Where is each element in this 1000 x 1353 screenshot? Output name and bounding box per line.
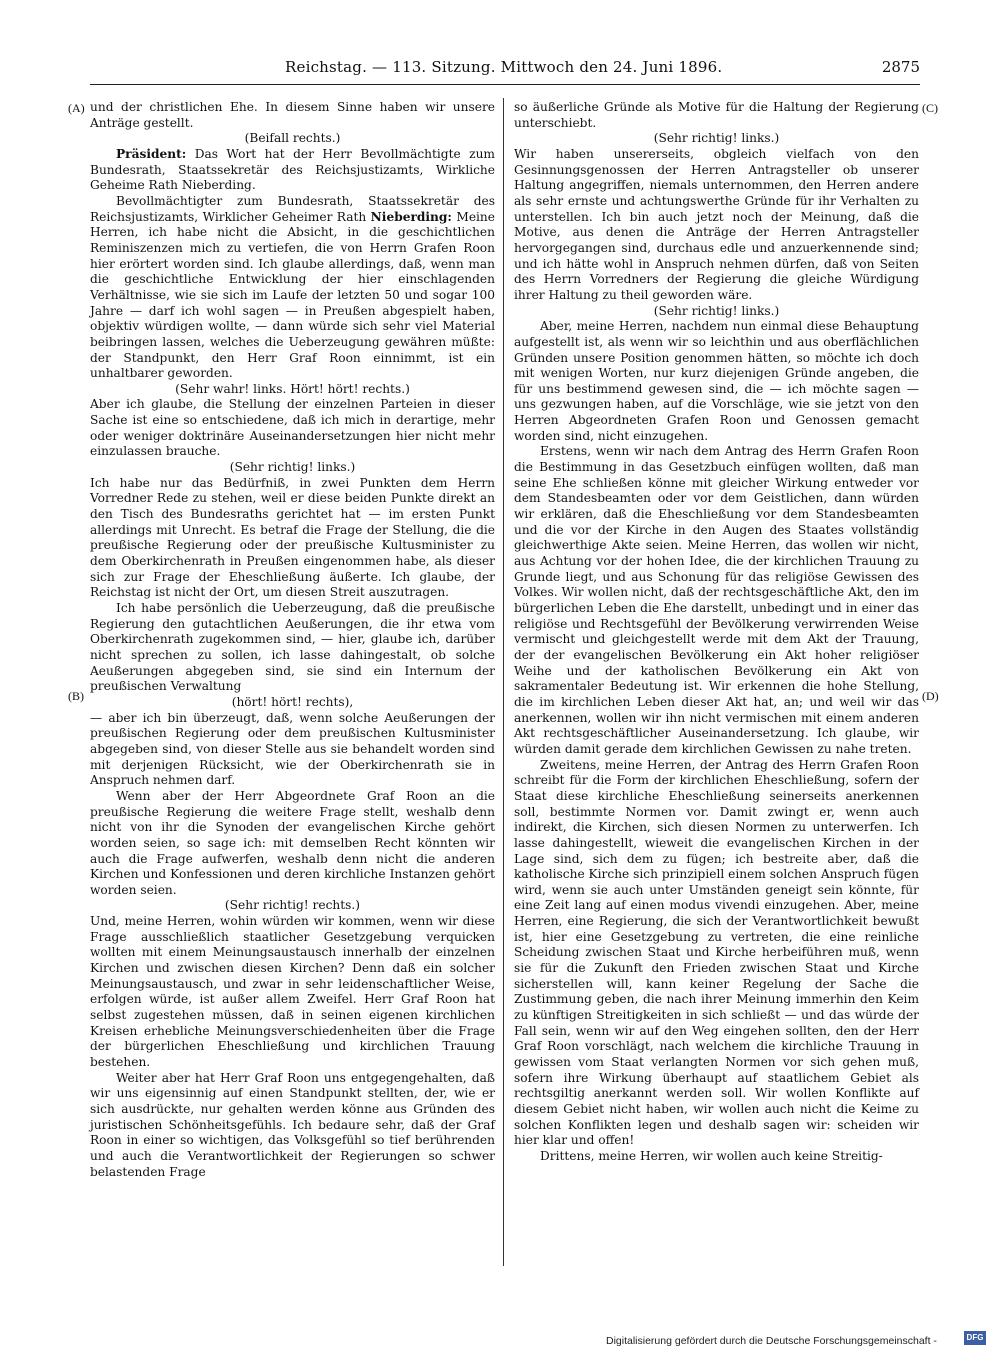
digitization-credit: Digitalisierung gefördert durch die Deutsche Forschungsgemeinschaft - [606, 1335, 937, 1347]
paragraph: Bevollmächtigter zum Bundesrath, Staatssekretär des Reichsjustizamts, Wirklicher Geheimer Rath Nieberding: Meine Herren, ich habe nicht die Absicht, in die geschichtlichen Reminiszenzen mich zu vertiefen, die von Herrn Grafen Roon hier erörtert worden sind. Ich glaube allerdings, daß, wenn man die geschichtliche Entwicklung der hier einschlagenden Verhältnisse, wie sie sich im Laufe der letzten 50 und sogar 100 Jahre — darf ich wohl sagen — in Preußen abgespielt haben, objektiv würdigen wollte, — dann würde sich sehr viel Material beibringen lassen, welches die Ueberzeugung gewähren müßte: der Standpunkt, den Herr Graf Roon einnimmt, ist ein unhaltbarer geworden. [90, 193, 495, 381]
interjection: (Sehr richtig! links.) [229, 460, 356, 475]
paragraph: Aber, meine Herren, nachdem nun einmal diese Behauptung aufgestellt ist, als wenn wir so leichthin und aus oberflächlichen Gründen unsere Position genommen hätten, so möchte ich doch mit wenigen Worten, nur kurz diejenigen Gründe angeben, die für uns bestimmend gewesen sind, die — ich möchte sagen — uns gezwungen haben, auf die Vorschläge, wie sie jetzt von den Herren Abgeordneten Grafen Roon und Genossen gemacht worden sind, nicht einzugehen. [514, 319, 919, 443]
interjection: (Sehr richtig! links.) [653, 303, 780, 318]
paragraph: Erstens, wenn wir nach dem Antrag des Herrn Grafen Roon die Bestimmung in das Gesetzbuch einfügen wollten, daß man seine Ehe schließen könne mit gleicher Wirkung entweder vor dem Standesbeamten oder vor dem Geistlichen, dann würden wir erklären, daß die Eheschließung vor dem Standesbeamten und die vor der Kirche in den Augen des Staates vollständig gleichwerthige Akte seien. Meine Herren, das wollen wir nicht, aus Achtung vor der hohen Idee, die der kirchlichen Trauung zu Grunde liegt, und aus Schonung für das religiöse Gewissen des Volkes. Wir wollen nicht, daß der rechtsgeschäftliche Akt, den im bürgerlichen Leben die Ehe darstellt, unbedingt und in einer das religiöse und Rechtsgefühl der Bevölkerung verwirrenden Weise vermischt und gleichgestellt werde mit dem Akt der Trauung, der der evangelischen Bevölkerung ein Akt hoher religiöser Weihe und der katholischen Bevölkerung ein Akt von sakramentaler Bedeutung ist. Wir erkennen die hohe Stellung, die im kirchlichen Leben dieser Akt hat, an; und weil wir das anerkennen, wollen wir ihn nicht vermischen mit einem anderen Akt rechtsgeschäftlicher Auseinandersetzung. Ich glaube, wir würden damit gerade dem kirchlichen Gewissen zu nahe treten. [514, 444, 919, 756]
margin-marker-a: (A) [68, 101, 85, 115]
speaker-name: Nieberding: [370, 209, 452, 224]
running-title: Reichstag. — 113. Sitzung. Mittwoch den 24. Juni 1896. [285, 58, 723, 76]
page-number: 2875 [881, 58, 920, 76]
margin-marker-c: (C) [922, 101, 938, 115]
paragraph: Aber ich glaube, die Stellung der einzelnen Parteien in dieser Sache ist eine so entschiedene, daß ich mich in derartige, mehr oder weniger doktrinäre Auseinandersetzungen hier nicht mehr einzulassen brauche. [90, 397, 495, 459]
left-column [90, 100, 495, 1180]
right-column [514, 100, 919, 1165]
column-divider [503, 98, 504, 1266]
paragraph: Weiter aber hat Herr Graf Roon uns entgegengehalten, daß wir uns eigensinnig auf einen Standpunkt stellten, der, wie er sich ausdrückte, nur gehalten werden könne aus Gründen des juristischen Schönheitsgefühls. Ich bedaure sehr, daß der Graf Roon in einer so wichtigen, das Volksgefühl so tief berührenden und auch die Verantwortlichkeit der Regierungen so schwer belastenden Frage [90, 1070, 495, 1179]
dfg-logo: DFG [964, 1331, 986, 1345]
paragraph: Präsident: Das Wort hat der Herr Bevollmächtigte zum Bundesrath, Staatssekretär des Reichsjustizamts, Wirkliche Geheime Rath Nieberding. [90, 146, 495, 193]
speaker-name: Präsident: [116, 146, 187, 161]
paragraph: — aber ich bin überzeugt, daß, wenn solche Aeußerungen der preußischen Regierung oder dem preußischen Kultusminister abgegeben sind, von dieser Stelle aus sie behandelt worden sind mit derjenigen Rücksicht, wie der Oberkirchenrath sie in Anspruch nehmen darf. [90, 710, 495, 788]
interjection: (Sehr wahr! links. Hört! hört! rechts.) [175, 381, 410, 396]
paragraph: Drittens, meine Herren, wir wollen auch keine Streitig- [540, 1148, 883, 1163]
margin-marker-d: (D) [922, 689, 939, 703]
paragraph: Ich habe nur das Bedürfniß, in zwei Punkten dem Herrn Vorredner Rede zu stehen, weil er diese beiden Punkte direkt an den Tisch des Bundesraths gerichtet hat — im ersten Punkt allerdings mit Unrecht. Es betraf die Frage der Stellung, die die preußische Regierung oder der preußische Kultusminister zu dem Oberkirchenrath in Preußen eingenommen habe, als dieser sich zur Frage der Eheschließung äußerte. Ich glaube, der Reichstag ist nicht der Ort, um diesen Streit auszutragen. [90, 475, 495, 600]
page-header [90, 58, 920, 80]
margin-marker-b: (B) [68, 689, 84, 703]
header-rule [90, 84, 920, 85]
interjection: (hört! hört! rechts), [231, 694, 354, 709]
paragraph: so äußerliche Gründe als Motive für die Haltung der Regierung unterschiebt. [514, 100, 919, 130]
interjection: (Sehr richtig! links.) [653, 131, 780, 146]
paragraph: Zweitens, meine Herren, der Antrag des Herrn Grafen Roon schreibt für die Form der kirchlichen Eheschließung, sofern der Staat diese kirchliche Eheschließung seinerseits anerkennen soll, bestimmte Normen vor. Damit zwingt er, wenn auch indirekt, die Kirchen, sich diesen Normen zu unterwerfen. Ich lasse dahingestellt, wieweit die evangelischen Kirchen in der Lage sind, sich dem zu fügen; ich bestreite aber, daß die katholische Kirche sich prinzipiell einem solchen Anspruch fügen wird, wenn sie auch unter Umständen geneigt sein könnte, für eine Zeit lang auf einen modus vivendi einzugehen. Aber, meine Herren, eine Regierung, die sich der Verantwortlichkeit bewußt ist, hier eine Gesetzgebung zu vertreten, die eine reinliche Scheidung zwischen Staat und Kirche herbeiführen muß, wenn sie für die Zukunft den Frieden zwischen Staat und Kirche sicherstellen will, kann keiner Regelung der Sache die Zustimmung geben, die nach ihrer Meinung immerhin den Keim zu künftigen Streitigkeiten in sich schließt — und das würde der Fall sein, wenn wir auf den Weg eingehen sollten, den der Herr Graf Roon vorschlägt, nach welchem die kirchliche Trauung in gewissen vom Staat verlangten Normen vor sich gehen muß, sofern ihre Wirkung überhaupt auf staatlichem Gebiet als rechtsgiltig anerkannt werden soll. Wir wollen Konflikte auf diesem Gebiet nicht haben, wir wollen auch nicht die Keime zu solchen Konflikten legen und deshalb sagen wir: scheiden wir hier klar und offen! [514, 757, 919, 1148]
paragraph: Und, meine Herren, wohin würden wir kommen, wenn wir diese Frage ausschließlich staatlicher Gesetzgebung verquicken wollten mit einem Meinungsaustausch innerhalb der einzelnen Kirchen und zwischen diesen Kirchen? Denn daß ein solcher Meinungsaustausch, und zwar in sehr leidenschaftlicher Weise, erfolgen würde, ist außer allem Zweifel. Herr Graf Roon hat selbst zugestehen müssen, daß in seinen eigenen kirchlichen Kreisen erhebliche Meinungsverschiedenheiten über die Frage der bürgerlichen Eheschließung und kirchlichen Trauung bestehen. [90, 914, 495, 1070]
paragraph: Ich habe persönlich die Ueberzeugung, daß die preußische Regierung den gutachtlichen Aeußerungen, die ihr etwa vom Oberkirchenrath zugekommen sind, — hier, glaube ich, darüber nicht sprechen zu sollen, ich lasse dahingestalt, ob solche Aeußerungen abgegeben sind, sie sind ein Internum der preußischen Verwaltung [90, 601, 495, 694]
paragraph: und der christlichen Ehe. In diesem Sinne haben wir unsere Anträge gestellt. [90, 100, 495, 130]
paragraph: Wir haben unsererseits, obgleich vielfach von den Gesinnungsgenossen der Herren Antragsteller ob unserer Haltung angegriffen, niemals unternommen, den Herren andere als sehr ernste und achtungswerthe Gründe für ihr Verhalten zu unterstellen. Ich bin auch jetzt noch der Meinung, daß die Motive, aus denen die Anträge der Herren Antragsteller hervorgegangen sind, durchaus edle und anzuerkennende sind; und ich hätte wohl in Anspruch nehmen dürfen, daß von Seiten des Herrn Vorredners der Regierung die gleiche Würdigung ihrer Haltung zu theil geworden wäre. [514, 146, 919, 302]
paragraph: Wenn aber der Herr Abgeordnete Graf Roon an die preußische Regierung die weitere Frage stellt, weshalb denn nicht von ihr die Synoden der evangelischen Kirche gehört worden seien, so sage ich: mit demselben Recht könnten wir auch die Frage aufwerfen, weshalb denn nicht die anderen Kirchen und Konfessionen und deren kirchliche Instanzen gehört worden seien. [90, 788, 495, 897]
interjection: (Beifall rechts.) [244, 131, 341, 146]
interjection: (Sehr richtig! rechts.) [224, 898, 361, 913]
